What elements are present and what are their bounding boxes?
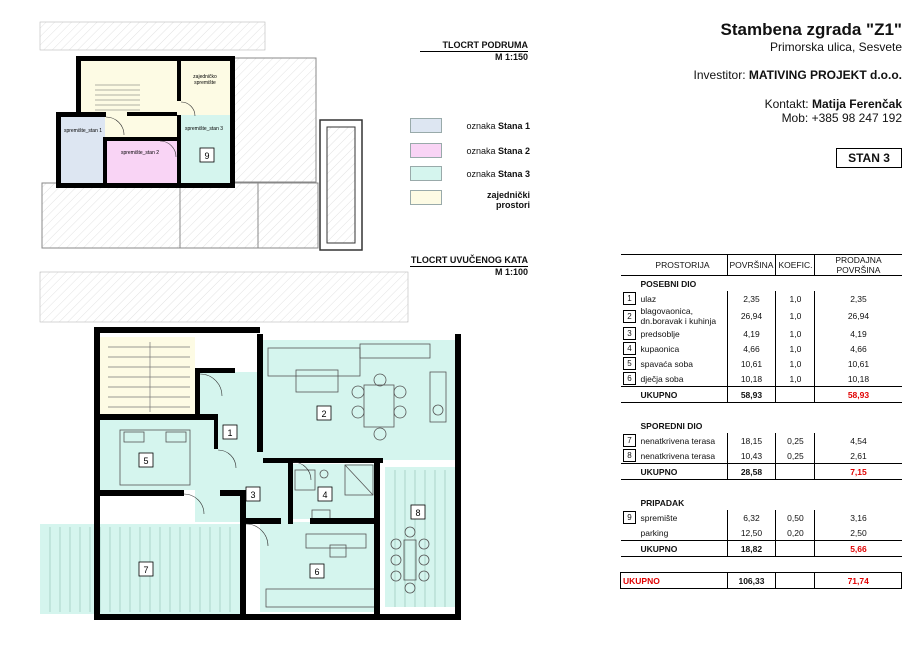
table-row [621, 510, 902, 525]
room-sale-area: 2,35 [815, 291, 902, 306]
room-coef: 1,0 [776, 306, 815, 326]
plan-room-8: 8 [415, 508, 421, 518]
building-address: Primorska ulica, Sesvete [769, 40, 902, 54]
room-area: 26,94 [727, 306, 776, 326]
legend-stan-3: oznaka Stana 3 [410, 166, 530, 182]
room-sale-area: 10,18 [815, 371, 902, 387]
room-name: dječja soba [640, 373, 684, 384]
room-number: 4 [623, 342, 636, 355]
room-number: 2 [623, 310, 636, 323]
room-sale-area: 26,94 [815, 306, 902, 326]
room-number: 3 [623, 327, 636, 340]
room-coef: 0,25 [776, 448, 815, 464]
room-area: 6,32 [727, 510, 776, 525]
room-name: blagovaonica, dn.boravak i kuhinja [640, 306, 717, 326]
section-title-row [621, 418, 902, 433]
room-coef: 1,0 [776, 371, 815, 387]
investor-line: Investitor: MATIVING PROJEKT d.o.o. [693, 68, 902, 82]
room-area: 10,43 [727, 448, 776, 464]
grand-total-sale-area: 71,74 [815, 573, 902, 589]
section-title-row [621, 276, 902, 292]
subtotal-row [621, 464, 902, 480]
legend-stan-1: oznaka Stana 1 [410, 118, 530, 134]
room-area: 4,19 [727, 326, 776, 341]
basement-plan [0, 0, 400, 262]
basement-shared-storage: zajedničko spremište [193, 74, 217, 86]
subtotal-row [621, 387, 902, 403]
legend-common: zajednički prostori [410, 190, 530, 216]
subtotal-label: UKUPNO [639, 541, 728, 557]
table-row [621, 433, 902, 448]
room-coef: 1,0 [776, 291, 815, 306]
room-name: predsoblje [640, 328, 680, 339]
room-name: spremište [640, 512, 678, 523]
plan-room-3: 3 [250, 490, 256, 500]
plan-room-2: 2 [321, 409, 327, 419]
subtotal-sale-area: 7,15 [815, 464, 902, 480]
room-area: 10,18 [727, 371, 776, 387]
room-name: parking [640, 527, 669, 538]
room-area: 10,61 [727, 356, 776, 371]
area-table [620, 254, 902, 589]
grand-total-area: 106,33 [727, 573, 776, 589]
room-number: 5 [623, 357, 636, 370]
legend-stan-2: oznaka Stana 2 [410, 143, 530, 159]
plan-room-6: 6 [314, 567, 320, 577]
basement-storage-3: spremište_stan 3 [184, 126, 224, 132]
subtotal-area: 58,93 [727, 387, 776, 403]
room-name: spavaća soba [640, 358, 693, 369]
room-area: 18,15 [727, 433, 776, 448]
room-number: 8 [623, 449, 636, 462]
room-coef: 1,0 [776, 356, 815, 371]
room-sale-area: 3,16 [815, 510, 902, 525]
subtotal-sale-area: 58,93 [815, 387, 902, 403]
plan-room-1: 1 [227, 428, 233, 438]
room-sale-area: 2,50 [815, 525, 902, 541]
room-number: 1 [623, 292, 636, 305]
room-name: kupaonica [640, 343, 680, 354]
room-area: 12,50 [727, 525, 776, 541]
basement-storage-2: spremište_stan 2 [120, 150, 160, 156]
section-title: POSEBNI DIO [640, 278, 697, 289]
plan-room-4: 4 [322, 490, 328, 500]
subtotal-label: UKUPNO [639, 464, 728, 480]
room-number: 6 [623, 372, 636, 385]
room-sale-area: 4,54 [815, 433, 902, 448]
room-sale-area: 4,19 [815, 326, 902, 341]
table-body [621, 276, 902, 589]
room-coef: 0,50 [776, 510, 815, 525]
room-coef: 0,25 [776, 433, 815, 448]
room-sale-area: 4,66 [815, 341, 902, 356]
room-coef: 0,20 [776, 525, 815, 541]
basement-storage-1: spremište_stan 1 [63, 128, 103, 134]
room-name: ulaz [640, 293, 657, 304]
subtotal-row [621, 541, 902, 557]
legend-swatch [410, 166, 442, 181]
legend-swatch [410, 118, 442, 133]
subtotal-label: UKUPNO [639, 387, 728, 403]
table-row [621, 525, 902, 541]
room-area: 4,66 [727, 341, 776, 356]
table-row [621, 448, 902, 464]
room-name: nenatkrivena terasa [640, 450, 716, 461]
floor-label: TLOCRT UVUČENOG KATA M 1:100 [410, 255, 528, 277]
room-coef: 1,0 [776, 326, 815, 341]
section-title: SPOREDNI DIO [640, 420, 703, 431]
room-number: 7 [623, 434, 636, 447]
section-title: PRIPADAK [640, 497, 685, 508]
room-sale-area: 2,61 [815, 448, 902, 464]
plan-room-5: 5 [143, 456, 149, 466]
room-name: nenatkrivena terasa [640, 435, 716, 446]
room-sale-area: 10,61 [815, 356, 902, 371]
grand-total-label: UKUPNO [621, 573, 728, 589]
table-row [621, 291, 902, 306]
table-header: PROSTORIJA POVRŠINA KOEFIC. PRODAJNA POVRŠINA [621, 255, 902, 276]
mobile-number: Mob: +385 98 247 192 [781, 111, 902, 125]
title-block [721, 20, 902, 54]
floor-plan [0, 262, 480, 652]
table-row [621, 371, 902, 387]
legend-swatch [410, 143, 442, 158]
contact-block: Kontakt: Matija Ferenčak Mob: +385 98 247 192 [764, 97, 902, 125]
room-area: 2,35 [727, 291, 776, 306]
basement-room-9: 9 [204, 151, 210, 161]
room-number: 9 [623, 511, 636, 524]
building-title: Stambena zgrada "Z1" [720, 20, 902, 39]
table-row [621, 326, 902, 341]
legend-swatch [410, 190, 442, 205]
grand-total-row [621, 573, 902, 589]
subtotal-area: 28,58 [727, 464, 776, 480]
basement-label: TLOCRT PODRUMA M 1:150 [420, 40, 528, 62]
section-title-row [621, 495, 902, 510]
table-row [621, 341, 902, 356]
room-coef: 1,0 [776, 341, 815, 356]
plan-room-7: 7 [143, 565, 149, 575]
subtotal-sale-area: 5,66 [815, 541, 902, 557]
subtotal-area: 18,82 [727, 541, 776, 557]
unit-badge: STAN 3 [836, 148, 902, 168]
table-row [621, 356, 902, 371]
table-row [621, 306, 902, 326]
